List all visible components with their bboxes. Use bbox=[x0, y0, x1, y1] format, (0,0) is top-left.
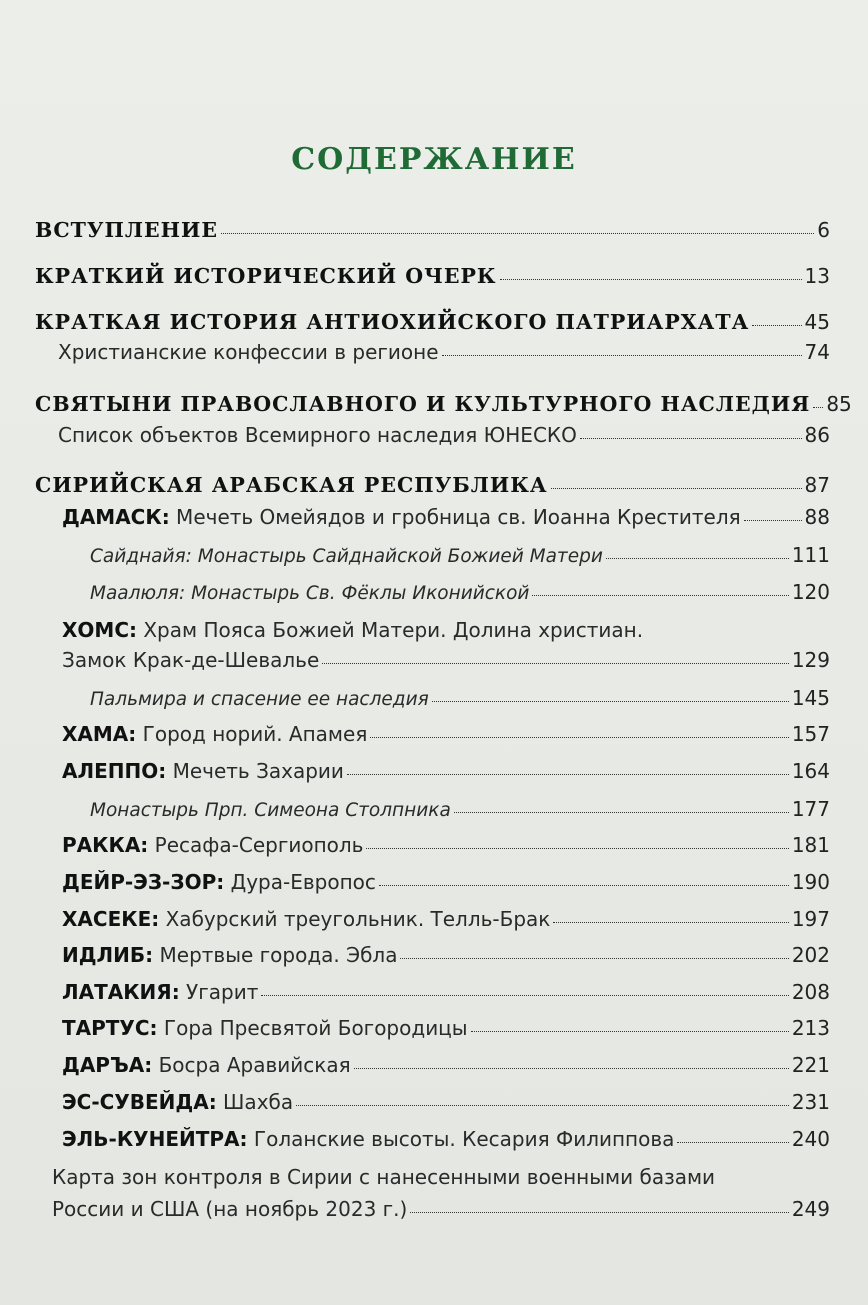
toc-entry-map-line1[interactable] bbox=[52, 1165, 715, 1189]
entry-label: КРАТКАЯ ИСТОРИЯ АНТИОХИЙСКОГО ПАТРИАРХАТА bbox=[35, 310, 750, 334]
toc-entry-hama[interactable] bbox=[62, 722, 830, 746]
entry-label: Монастырь Прп. Симеона Столпника bbox=[90, 800, 451, 821]
toc-entry-aleppo[interactable] bbox=[62, 759, 830, 783]
toc-entry-palmyra[interactable] bbox=[90, 686, 830, 710]
entry-page: 213 bbox=[791, 1016, 830, 1040]
leader-dots bbox=[366, 848, 788, 849]
entry-label: СИРИЙСКАЯ АРАБСКАЯ РЕСПУБЛИКА bbox=[35, 473, 548, 497]
entry-page: 85 bbox=[826, 392, 852, 416]
city-name: АЛЕППО: bbox=[62, 759, 167, 783]
leader-dots bbox=[752, 325, 801, 326]
entry-page: 111 bbox=[791, 543, 830, 567]
entry-label: Список объектов Всемирного наследия ЮНЕСКО bbox=[58, 423, 577, 447]
leader-dots bbox=[432, 701, 789, 702]
leader-dots bbox=[744, 520, 802, 521]
toc-entry-damascus[interactable] bbox=[62, 505, 830, 529]
toc-entry-idlib[interactable] bbox=[62, 943, 830, 967]
entry-label: Сайднайя: Монастырь Сайднайской Божией Матери bbox=[90, 546, 603, 567]
leader-dots bbox=[261, 995, 788, 996]
leader-dots bbox=[296, 1105, 789, 1106]
toc-entry-unesco[interactable] bbox=[58, 423, 830, 447]
entry-label: Маалюля: Монастырь Св. Фёклы Иконийской bbox=[90, 583, 530, 604]
leader-dots bbox=[532, 595, 788, 596]
entry-label: Голанские высоты. Кесария Филиппова bbox=[247, 1127, 675, 1151]
city-name: ХОМС: bbox=[62, 618, 137, 642]
leader-dots bbox=[379, 885, 789, 886]
toc-entry-maaloula[interactable] bbox=[90, 580, 830, 604]
entry-label: Карта зон контроля в Сирии с нанесенными военными базами bbox=[52, 1165, 716, 1189]
leader-dots bbox=[400, 958, 788, 959]
leader-dots bbox=[553, 922, 788, 923]
entry-page: 202 bbox=[791, 943, 830, 967]
leader-dots bbox=[347, 774, 789, 775]
city-name: ЭЛЬ-КУНЕЙТРА: bbox=[62, 1127, 248, 1151]
entry-label: Шахба bbox=[216, 1090, 294, 1114]
leader-dots bbox=[370, 737, 788, 738]
entry-page: 145 bbox=[791, 686, 830, 710]
entry-page: 88 bbox=[804, 505, 830, 529]
entry-page: 177 bbox=[791, 797, 830, 821]
entry-label: России и США (на ноябрь 2023 г.) bbox=[52, 1197, 408, 1221]
city-name: ДЕЙР-ЭЗ-ЗОР: bbox=[62, 870, 225, 894]
entry-label: Угарит bbox=[179, 980, 259, 1004]
city-name: ТАРТУС: bbox=[62, 1016, 158, 1040]
entry-page: 129 bbox=[791, 648, 830, 672]
entry-label: Город норий. Апамея bbox=[136, 722, 368, 746]
entry-page: 231 bbox=[791, 1090, 830, 1114]
entry-label: Мечеть Захарии bbox=[166, 759, 344, 783]
leader-dots bbox=[551, 488, 802, 489]
toc-entry-homs-line1[interactable] bbox=[62, 618, 643, 642]
toc-entry-daraa[interactable] bbox=[62, 1053, 830, 1077]
entry-label: Гора Пресвятой Богородицы bbox=[157, 1016, 468, 1040]
entry-label: Мертвые города. Эбла bbox=[153, 943, 398, 967]
toc-entry-syria[interactable] bbox=[35, 473, 830, 497]
toc-entry-saydnaya[interactable] bbox=[90, 543, 830, 567]
entry-page: 74 bbox=[804, 340, 830, 364]
entry-page: 120 bbox=[791, 580, 830, 604]
toc-entry-latakia[interactable] bbox=[62, 980, 830, 1004]
entry-label: Ресафа-Сергиополь bbox=[148, 833, 364, 857]
entry-label: Христианские конфессии в регионе bbox=[58, 340, 439, 364]
toc-entry-history-outline[interactable] bbox=[35, 264, 830, 288]
toc-entry-hasakah[interactable] bbox=[62, 907, 830, 931]
leader-dots bbox=[580, 438, 802, 439]
toc-entry-map[interactable] bbox=[52, 1197, 830, 1221]
toc-entry-raqqa[interactable] bbox=[62, 833, 830, 857]
entry-label: Мечеть Омейядов и гробница св. Иоанна Крестителя bbox=[169, 505, 741, 529]
leader-dots bbox=[813, 407, 823, 408]
entry-page: 157 bbox=[791, 722, 830, 746]
leader-dots bbox=[354, 1068, 789, 1069]
toc-entry-homs[interactable] bbox=[62, 648, 830, 672]
entry-label: Хабурский треугольник. Телль-Брак bbox=[159, 907, 551, 931]
leader-dots bbox=[606, 558, 789, 559]
entry-page: 13 bbox=[804, 264, 830, 288]
toc-entry-simeon[interactable] bbox=[90, 797, 830, 821]
entry-label: СВЯТЫНИ ПРАВОСЛАВНОГО И КУЛЬТУРНОГО НАСЛЕДИЯ bbox=[35, 392, 811, 416]
entry-page: 6 bbox=[817, 218, 830, 242]
city-name: РАККА: bbox=[62, 833, 149, 857]
leader-dots bbox=[442, 355, 802, 356]
city-name: ЭС-СУВЕЙДА: bbox=[62, 1090, 217, 1114]
entry-page: 208 bbox=[791, 980, 830, 1004]
entry-page: 240 bbox=[791, 1127, 830, 1151]
toc-entry-heritage[interactable] bbox=[35, 392, 852, 416]
city-name: ДАМАСК: bbox=[62, 505, 170, 529]
entry-page: 221 bbox=[791, 1053, 830, 1077]
leader-dots bbox=[221, 233, 814, 234]
entry-label: Босра Аравийская bbox=[152, 1053, 351, 1077]
toc-entry-quneitra[interactable] bbox=[62, 1127, 830, 1151]
entry-page: 190 bbox=[791, 870, 830, 894]
city-name: ХАМА: bbox=[62, 722, 137, 746]
entry-page: 45 bbox=[804, 310, 830, 334]
toc-entry-confessions[interactable] bbox=[58, 340, 830, 364]
toc-entry-antioch-patriarchate[interactable] bbox=[35, 310, 830, 334]
entry-label: КРАТКИЙ ИСТОРИЧЕСКИЙ ОЧЕРК bbox=[35, 264, 497, 288]
toc-entry-tartus[interactable] bbox=[62, 1016, 830, 1040]
leader-dots bbox=[677, 1142, 788, 1143]
leader-dots bbox=[500, 279, 802, 280]
city-name: ЛАТАКИЯ: bbox=[62, 980, 180, 1004]
entry-label: Дура-Европос bbox=[224, 870, 376, 894]
toc-entry-as-suwayda[interactable] bbox=[62, 1090, 830, 1114]
entry-page: 249 bbox=[791, 1197, 830, 1221]
page-title: СОДЕРЖАНИЕ bbox=[291, 142, 577, 177]
leader-dots bbox=[322, 663, 789, 664]
entry-label: ВСТУПЛЕНИЕ bbox=[35, 218, 219, 242]
city-name: ИДЛИБ: bbox=[62, 943, 154, 967]
entry-page: 87 bbox=[804, 473, 830, 497]
leader-dots bbox=[471, 1031, 789, 1032]
entry-page: 197 bbox=[791, 907, 830, 931]
entry-page: 86 bbox=[804, 423, 830, 447]
entry-label: Храм Пояса Божией Матери. Долина христиан. bbox=[137, 618, 644, 642]
city-name: ХАСЕКЕ: bbox=[62, 907, 160, 931]
entry-label: Замок Крак-де-Шевалье bbox=[62, 648, 320, 672]
entry-label: Пальмира и спасение ее наследия bbox=[90, 689, 429, 710]
toc-entry-deir-ez-zor[interactable] bbox=[62, 870, 830, 894]
leader-dots bbox=[454, 812, 789, 813]
leader-dots bbox=[410, 1212, 788, 1213]
entry-page: 181 bbox=[791, 833, 830, 857]
city-name: ДАРЪА: bbox=[62, 1053, 153, 1077]
entry-page: 164 bbox=[791, 759, 830, 783]
toc-entry-introduction[interactable] bbox=[35, 218, 830, 242]
